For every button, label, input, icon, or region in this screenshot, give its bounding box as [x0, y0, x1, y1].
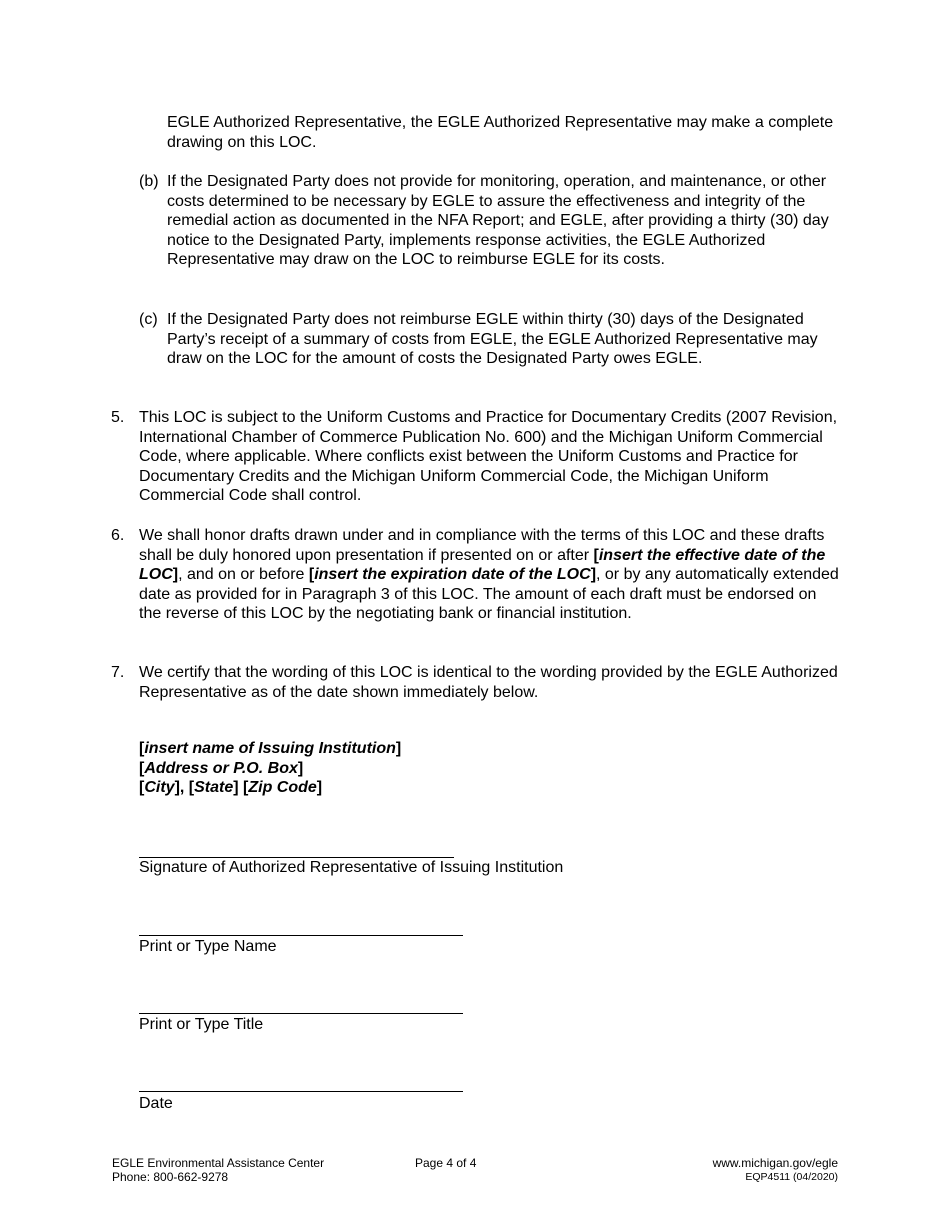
- expiration-date-placeholder: insert the expiration date of the LOC: [314, 566, 591, 584]
- numbered-item-7: [111, 663, 841, 702]
- name-label: Print or Type Name: [139, 938, 277, 955]
- sub-item-c: [139, 310, 839, 369]
- footer-contact: [112, 1157, 324, 1184]
- sub-item-b: [139, 172, 839, 270]
- issuer-zip-placeholder: Zip Code: [248, 779, 317, 797]
- item6-text-part2: , and on or before: [178, 566, 309, 584]
- footer-url: www.michigan.gov/egle: [712, 1156, 838, 1170]
- item6-text-part3: , or by any automatically extended date as provided for in Paragraph 3 of this LOC. The amount of each draft must be endorsed on the reverse of this LOC by the negotiating bank or financial institution.: [139, 566, 839, 623]
- item-number: 5.: [111, 409, 125, 426]
- sub-item-text: If the Designated Party does not reimburse EGLE within thirty (30) days of the Designated Party’s receipt of a summary of costs from EGLE, the EGLE Authorized Representative may draw on the LOC for the amount of costs the Designated Party owes EGLE.: [167, 311, 818, 368]
- numbered-item-6: [111, 526, 841, 624]
- bracket-close: ]: [590, 566, 597, 584]
- issuer-address-block: [139, 739, 639, 798]
- bracket-open: [: [308, 566, 315, 584]
- item-number: 6.: [111, 527, 125, 544]
- issuer-street-placeholder: Address or P.O. Box: [144, 759, 298, 777]
- footer-form-id: EQP4511 (04/2020): [745, 1170, 838, 1183]
- bracket-open: [: [593, 546, 599, 564]
- footer-page-number: Page 4 of 4: [415, 1156, 477, 1170]
- issuer-city-placeholder: City: [144, 779, 175, 797]
- title-label: Print or Type Title: [139, 1016, 264, 1033]
- issuer-name-line: [insert name of Issuing Institution]: [139, 740, 402, 757]
- footer-org: EGLE Environmental Assistance Center: [112, 1156, 325, 1170]
- signature-label: Signature of Authorized Representative of Issuing Institution: [139, 859, 564, 876]
- title-line: [139, 1013, 463, 1014]
- footer-right-block: [713, 1157, 838, 1184]
- name-line: [139, 935, 463, 936]
- continuation-text: EGLE Authorized Representative, the EGLE Authorized Representative may make a complete drawing on this LOC.: [167, 114, 834, 151]
- item-text: [139, 526, 841, 624]
- date-label: Date: [139, 1095, 173, 1112]
- sub-item-marker: (c): [139, 311, 158, 328]
- issuer-state-placeholder: State: [194, 779, 234, 797]
- issuer-street-line: [Address or P.O. Box]: [139, 759, 304, 777]
- item-text: We certify that the wording of this LOC is identical to the wording provided by the EGLE Authorized Representative as of the date shown immediately below.: [139, 664, 838, 701]
- date-line: [139, 1091, 463, 1092]
- numbered-item-5: [111, 408, 841, 506]
- effective-date-placeholder: insert the effective date of the LOC: [139, 546, 826, 584]
- item6-text-part1: We shall honor drafts drawn under and in compliance with the terms of this LOC and these drafts shall be duly honored upon presentation if presented on or after: [139, 527, 825, 564]
- bracket-close: ]: [172, 566, 179, 584]
- item-text: This LOC is subject to the Uniform Customs and Practice for Documentary Credits (2007 Revision, International Chamber of Commerce Publication No. 600) and the Michigan Uniform Commercial Code, where applicable. Where conflicts exist between the Uniform Customs and Practice for Documentary Credits and the Michigan Uniform Commercial Code, the Michigan Uniform Commercial Code shall control.: [139, 409, 838, 505]
- item-number: 7.: [111, 664, 125, 681]
- continuation-paragraph: [167, 113, 847, 152]
- sub-item-marker: (b): [139, 173, 159, 190]
- footer-phone: Phone: 800-662-9278: [112, 1169, 229, 1184]
- sub-item-text: If the Designated Party does not provide for monitoring, operation, and maintenance, or other costs determined to be necessary by EGLE to assure the effectiveness and integrity of the remedial action as documented in the NFA Report; and EGLE, after providing a thirty (30) day notice to the Designated Party, implements response activities, the EGLE Authorized Representative may draw on the LOC to reimburse EGLE for its costs.: [167, 173, 829, 269]
- issuer-city-line: [City], [State] [Zip Code]: [139, 779, 323, 797]
- issuer-name-placeholder: insert name of Issuing Institution: [144, 740, 396, 757]
